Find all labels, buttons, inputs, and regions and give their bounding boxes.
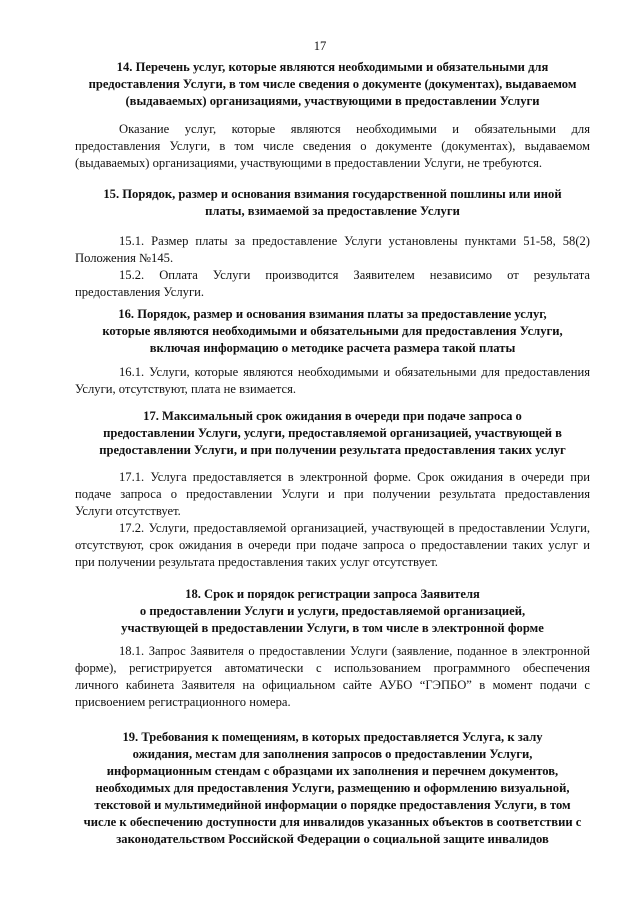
section-17-heading bbox=[75, 408, 590, 459]
heading-line: 15. Порядок, размер и основания взимания государственной пошлины или иной bbox=[103, 187, 562, 201]
section-16-paragraph-1 bbox=[75, 364, 590, 398]
section-17-paragraph-1 bbox=[75, 469, 590, 520]
section-14-paragraph-1 bbox=[75, 121, 590, 172]
heading-line: необходимых для предоставления Услуги, размещению и оформлению визуальной, bbox=[95, 781, 570, 795]
section-16-heading bbox=[75, 306, 590, 357]
paragraph-line: 15.2. Оплата Услуги производится Заявителем независимо от результата bbox=[119, 268, 590, 282]
paragraph-line: предоставления Услуги. bbox=[75, 285, 205, 299]
section-18-paragraph-1 bbox=[75, 643, 590, 711]
paragraph-line: при получении результата предоставления таких услуг отсутствует. bbox=[75, 555, 438, 569]
heading-line: 17. Максимальный срок ожидания в очереди при подаче запроса о bbox=[143, 409, 522, 423]
paragraph-line: подаче запроса о предоставлении Услуги и при получении результата предоставления bbox=[75, 487, 590, 501]
section-15-paragraph-2 bbox=[75, 267, 590, 301]
heading-line: включая информацию о методике расчета размера такой платы bbox=[149, 341, 516, 355]
page-number: 17 bbox=[313, 39, 327, 53]
paragraph-line: Услуги отсутствует. bbox=[75, 504, 181, 518]
paragraph-line: Услуги, отсутствуют, плата не взимается. bbox=[75, 382, 297, 396]
paragraph-line: Оказание услуг, которые являются необходимыми и обязательными для bbox=[119, 122, 590, 136]
heading-line: числе к обеспечению доступности для инвалидов указанных объектов в соответствии с bbox=[83, 815, 582, 829]
heading-line: (выдаваемых) организациями, участвующими в предоставлении Услуги bbox=[125, 94, 540, 108]
paragraph-line: 17.1. Услуга предоставляется в электронной форме. Срок ожидания в очереди при bbox=[119, 470, 590, 484]
paragraph-line: форме), регистрируется автоматически с использованием программного обеспечения bbox=[75, 661, 590, 675]
heading-line: законодательством Российской Федерации о социальной защите инвалидов bbox=[116, 832, 549, 846]
paragraph-line: личного кабинета Заявителя на официальном сайте АУБО “ГЭПБО” в момент подачи с bbox=[75, 678, 590, 692]
section-15-heading bbox=[75, 186, 590, 220]
paragraph-line: (выдаваемых) организациями, участвующими в предоставлении Услуги, не требуются. bbox=[75, 156, 543, 170]
heading-line: участвующей в предоставлении Услуги, в том числе в электронной форме bbox=[121, 621, 544, 635]
paragraph-line: отсутствуют, срок ожидания в очереди при подаче запроса о предоставлении таких услуг и bbox=[75, 538, 590, 552]
paragraph-line: предоставления Услуги, в том числе сведения о документе (документах), выдаваемом bbox=[75, 139, 590, 153]
heading-line: платы, взимаемой за предоставление Услуги bbox=[205, 204, 460, 218]
section-15-paragraph-1 bbox=[75, 233, 590, 267]
section-17-paragraph-2 bbox=[75, 520, 590, 571]
heading-line: предоставлении Услуги, и при получении результата предоставления таких услуг bbox=[99, 443, 566, 457]
paragraph-line: 16.1. Услуги, которые являются необходимыми и обязательными для предоставления bbox=[119, 365, 590, 379]
paragraph-line: Положения №145. bbox=[75, 251, 174, 265]
paragraph-line: 15.1. Размер платы за предоставление Услуги установлены пунктами 51-58, 58(2) bbox=[119, 234, 590, 248]
paragraph-line: 17.2. Услуги, предоставляемой организацией, участвующей в предоставлении Услуги, bbox=[119, 521, 590, 535]
paragraph-line: присвоением регистрационного номера. bbox=[75, 695, 291, 709]
section-14-heading bbox=[75, 59, 590, 110]
heading-line: 19. Требования к помещениям, в которых предоставляется Услуга, к залу bbox=[122, 730, 543, 744]
heading-line: 18. Срок и порядок регистрации запроса Заявителя bbox=[185, 587, 480, 601]
section-19-heading bbox=[75, 729, 590, 848]
heading-line: о предоставлении Услуги и услуги, предоставляемой организацией, bbox=[139, 604, 526, 618]
heading-line: предоставления Услуги, в том числе сведения о документе (документах), выдаваемом bbox=[88, 77, 577, 91]
paragraph-line: 18.1. Запрос Заявителя о предоставлении Услуги (заявление, поданное в электронной bbox=[119, 644, 590, 658]
heading-line: 14. Перечень услуг, которые являются необходимыми и обязательными для bbox=[116, 60, 549, 74]
section-18-heading bbox=[75, 586, 590, 637]
heading-line: предоставлении Услуги, услуги, предоставляемой организацией, участвующей в bbox=[103, 426, 562, 440]
heading-line: ожидания, местам для заполнения запросов о предоставлении Услуги, bbox=[132, 747, 533, 761]
heading-line: информационным стендам с образцами их заполнения и перечнем документов, bbox=[106, 764, 559, 778]
heading-line: 16. Порядок, размер и основания взимания платы за предоставление услуг, bbox=[118, 307, 547, 321]
heading-line: которые являются необходимыми и обязательными для предоставления Услуги, bbox=[102, 324, 563, 338]
heading-line: текстовой и мультимедийной информации о порядке предоставления Услуги, в том bbox=[94, 798, 571, 812]
